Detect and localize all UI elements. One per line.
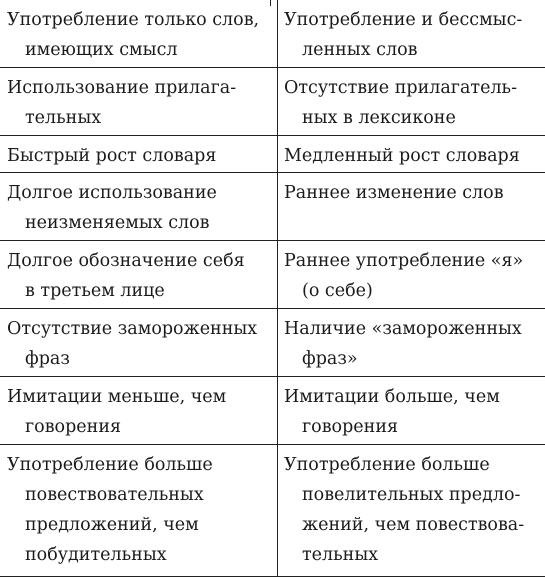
cell-line: Употребление и бессмыс- [284,10,523,30]
cell-text [7,377,277,442]
cell-right [278,135,545,172]
cell-line: Имитации меньше, чем [7,387,227,408]
cell-text [7,68,277,133]
cell-line: повествовательных [25,485,204,506]
cell-line: Употребление больше [7,455,213,476]
cell-right [278,67,545,135]
table-row [0,173,545,241]
cell-line: Употребление больше [284,455,490,476]
cell-right [278,377,545,445]
cell-line: повелительных предло- [302,485,521,506]
cell-line: ных в лексиконе [302,107,456,128]
cell-line: Наличие «замороженных [284,319,522,340]
cell-text [284,309,545,374]
cell-text [7,136,277,171]
cell-left [0,0,278,67]
table-row [0,445,545,577]
cell-text [284,377,545,442]
cell-text [284,68,545,133]
cell-line: Медленный рост словаря [284,145,520,166]
cell-text [7,0,277,65]
table-row [0,377,545,445]
cell-line: жений, чем повествова- [302,515,525,536]
cell-line: фраз [25,349,70,370]
cell-line: тельных [302,545,379,566]
cell-left [0,135,278,172]
cell-right [278,309,545,377]
cell-right [278,0,545,67]
cell-right [278,173,545,241]
cell-text [284,445,545,570]
cell-left [0,309,278,377]
cell-line: неизменяемых слов [25,213,210,234]
table-row [0,309,545,377]
cell-line: Отсутствие замороженных [7,319,258,340]
table-row [0,0,545,67]
cell-left [0,377,278,445]
cell-line: Быстрый рост словаря [7,145,217,166]
cell-left [0,445,278,577]
cell-line: говорения [302,417,399,438]
table-row [0,67,545,135]
table-row [0,135,545,172]
table-row [0,241,545,309]
cell-line: Использование прилага- [7,77,237,98]
cell-text [284,136,545,171]
cell-line: предложений, чем [25,515,199,536]
cell-line: Отсутствие прилагатель- [284,77,518,98]
cell-line: фраз» [302,349,358,370]
cell-line: Имитации больше, чем [284,387,500,408]
cell-line: говорения [25,417,122,438]
cell-line: побудительных [25,545,167,566]
cell-line: (о себе) [302,281,373,302]
cell-left [0,173,278,241]
cell-right [278,445,545,577]
cell-left [0,241,278,309]
cell-line: имеющих смысл [25,40,178,60]
cell-text [7,173,277,238]
cell-line: Раннее употребление «я» [284,251,524,272]
cell-right [278,241,545,309]
cell-left [0,67,278,135]
cell-text [7,445,277,570]
cell-line: Употребление только слов, [7,10,260,30]
cell-line: ленных слов [302,40,418,60]
cell-text [7,241,277,306]
cell-line: Раннее изменение слов [284,183,504,204]
cell-line: Долгое использование [7,183,217,204]
cell-text [284,173,545,208]
cell-line: в третьем лице [25,281,165,302]
cell-text [284,0,545,65]
cell-text [284,241,545,306]
cell-text [7,309,277,374]
cell-line: тельных [25,107,102,128]
cell-line: Долгое обозначение себя [7,251,245,272]
